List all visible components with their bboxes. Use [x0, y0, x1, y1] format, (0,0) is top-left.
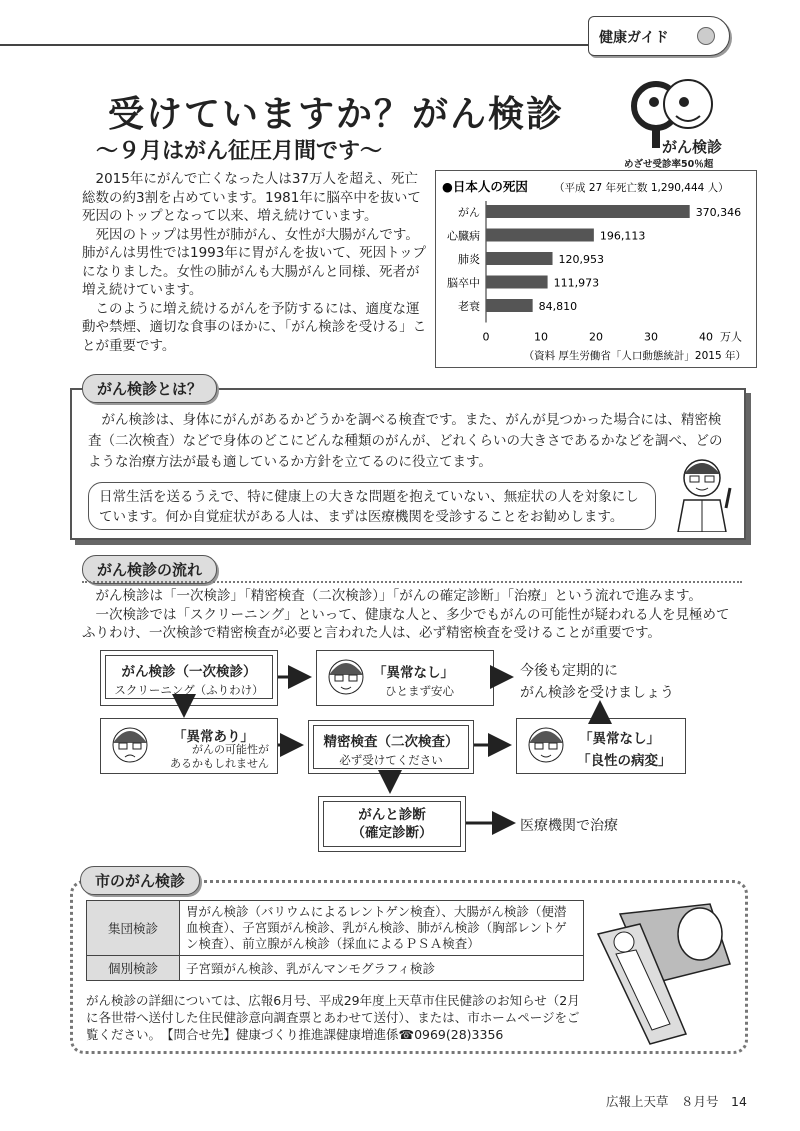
flow-line-2: 一次検診では「スクリーニング」といって、健康な人と、多少でもがんの可能性が疑われる人を見極めてふりわけ、一次検診で精密検査が必要と言われた人は、必ず精密検査を受けることが重要です。	[82, 606, 730, 641]
logo-line2: めざせ受診率50％超	[624, 159, 714, 170]
chart-category-label: 肺炎	[458, 253, 480, 266]
page-title: 受けていますか？がん検診	[108, 94, 565, 135]
chart-value-label: 84,810	[538, 300, 578, 313]
chart-value-label: 196,113	[599, 229, 646, 243]
chart-x-unit: 万人	[720, 330, 742, 344]
logo-line1: がん検診	[662, 138, 723, 156]
what-heading: がん検診とは？	[82, 374, 217, 403]
diagnosis-title: がんと診断 （確定診断）	[351, 807, 433, 841]
page-footer: 広報上天草 ８月号 14	[606, 1094, 747, 1109]
abnormality-title: 「異常あり」	[173, 729, 254, 745]
primary-screening-title: がん検診（一次検診）	[121, 664, 257, 680]
ct-scanner-illustration	[590, 894, 738, 1046]
flow-line-1: がん検診は「一次検診」「精密検査（二次検診）」「がんの確定診断」「治療」という流れで進みます。	[95, 588, 702, 604]
no-abnormality-title-2: 「異常なし」	[579, 731, 660, 747]
intro-paragraph-1: 2015年にがんで亡くなった人は37万人を超え、死亡総数の約3割を占めています。1981年に脳卒中を抜いて死因のトップとなって以来、増え続けています。	[82, 171, 421, 224]
no-abnormality-sub-1: ひとまず安心	[385, 684, 454, 698]
screening-content: 子宮頸がん検診、乳がんマンモグラフィ検診	[180, 956, 584, 981]
city-screening-table	[86, 900, 584, 981]
city-heading: 市のがん検診	[80, 866, 200, 895]
chart-category-label: 老衰	[458, 300, 480, 313]
chart-category-label: がん	[458, 206, 480, 219]
chart-source: （資料 厚生労働省「人口動態統計」2015 年）	[523, 350, 746, 362]
chart-subtitle: （平成 27 年死亡数 1,290,444 人）	[554, 182, 729, 194]
no-abnormality-sub-2: 「良性の病変」	[577, 753, 672, 769]
chart-value-label: 120,953	[558, 253, 605, 266]
chart-category-label: 脳卒中	[447, 276, 480, 290]
table-row	[87, 956, 584, 981]
abnormality-sub: がんの可能性が あるかもしれません	[170, 743, 269, 770]
table-row	[87, 901, 584, 956]
intro-paragraph-2: 死因のトップは男性が肺がん、女性が大腸がんです。肺がんは男性では1993年に胃がんを抜いて、死因トップになりました。女性の肺がんも大腸がんと同様、死者が増え続けています。	[82, 226, 427, 298]
what-callout-text: 日常生活を送るうえで、特に健康上の大きな問題を抱えていない、無症状の人を対象にしています。何か自覚症状がある人は、まずは医療機関を受診することをお勧めします。	[99, 489, 639, 525]
chart-value-label: 111,973	[553, 276, 600, 290]
chart-x-tick-label: 40	[699, 330, 713, 344]
intro-paragraph-3: このように増え続けるがんを予防するには、適度な運動や禁煙、適切な食事のほかに、「がん検診を受ける」ことが重要です。	[82, 300, 427, 354]
screening-type: 個別検診	[87, 956, 180, 981]
treatment-label: 医療機関で治療	[520, 818, 618, 834]
chart-x-tick-label: 10	[534, 330, 548, 344]
screening-content: 胃がん検診（バリウムによるレントゲン検査）、大腸がん検診（便潜血検査）、子宮頸がん検診、乳がん検診、肺がん検診（胸部レントゲン検査）、前立腺がん検診（採血によるＰＳＡ検査）	[180, 901, 584, 956]
secondary-exam-title: 精密検査（二次検査）	[323, 734, 459, 750]
chart-category-label: 心臓病	[447, 229, 480, 243]
no-abnormality-title-1: 「異常なし」	[373, 665, 454, 681]
chart-x-tick-label: 0	[482, 330, 490, 344]
flow-heading: がん検診の流れ	[82, 555, 217, 584]
chart-value-label: 370,346	[695, 206, 742, 219]
screening-type: 集団検診	[87, 901, 180, 956]
secondary-exam-sub: 必ず受けてください	[339, 753, 443, 767]
city-note: がん検診の詳細については、広報6月号、平成29年度上天草市住民健診のお知らせ（2月に各世帯へ送付した住民健診意向調査票とあわせて送付）、または、市ホームページをご覧ください。 【問合せ先】健康づくり推進課健康増進係☎0969(28)3356	[86, 993, 580, 1042]
section-tag-label: 健康ガイド	[599, 30, 669, 46]
chart-title: ●日本人の死因	[442, 179, 528, 194]
chart-x-tick-label: 30	[644, 330, 658, 344]
future-message: 今後も定期的に がん検診を受けましょう	[520, 663, 674, 701]
page-subtitle: ～９月はがん征圧月間です～	[96, 139, 383, 164]
chart-x-tick-label: 20	[589, 330, 603, 344]
what-body: がん検診は、身体にがんがあるかどうかを調べる検査です。また、がんが見つかった場合には、精密検査（二次検査）などで身体のどこにどんな種類のがんが、どれくらいの大きさであるかなどを調べ、どのような治療方法が最も適しているか方針を立てるのに役立てます。	[88, 412, 723, 470]
primary-screening-sub: スクリーニング（ふりわけ）	[114, 683, 264, 697]
